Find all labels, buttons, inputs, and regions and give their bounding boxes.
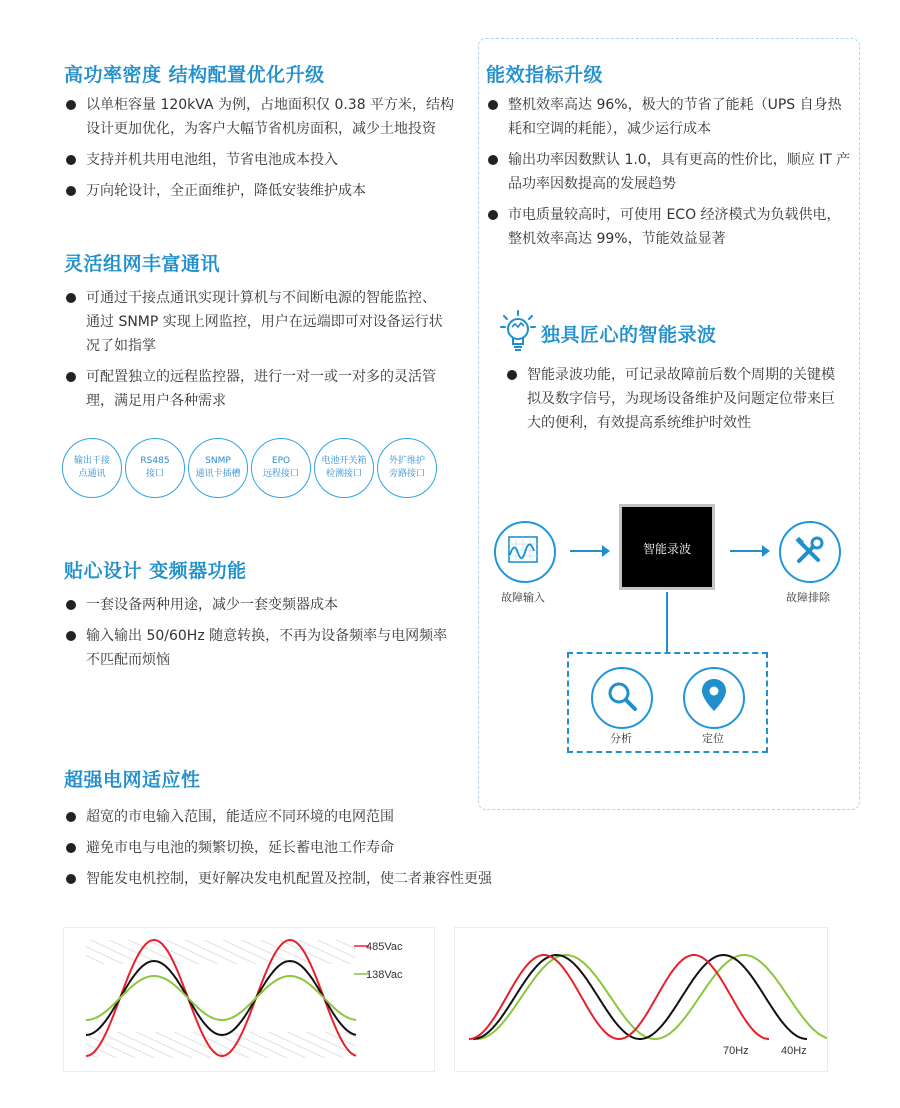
upper-voltage-label: 485Vac xyxy=(366,941,403,953)
arrow-right-icon xyxy=(568,544,612,558)
wave-list xyxy=(505,363,835,442)
recorder-label: 智能录波 xyxy=(642,542,691,556)
frequency-wave-svg xyxy=(455,928,827,1071)
section1-title: 高功率密度 结构配置优化升级 xyxy=(64,64,325,86)
location-pin-icon xyxy=(701,678,727,712)
section4-title: 超强电网适应性 xyxy=(64,769,201,791)
section4-list xyxy=(64,805,584,898)
interface-dry-contact: 输出干接 点通讯 xyxy=(62,438,122,498)
connector-line xyxy=(666,592,668,652)
list-item: 以单柜容量 120kVA 为例，占地面积仅 0.38 平方米，结构设计更加优化，为客户大幅节省机房面积，减少土地投资 xyxy=(64,93,462,141)
lightbulb-icon xyxy=(500,310,536,354)
list-item: 避免市电与电池的频繁切换，延长蓄电池工作寿命 xyxy=(64,836,584,860)
voltage-range-figure xyxy=(63,927,435,1072)
hatch-band-top xyxy=(86,940,356,964)
list-item: 整机效率高达 96%，极大的节省了能耗（UPS 自身热耗和空调的耗能），减少运行成本 xyxy=(486,93,854,141)
wave-title: 独具匠心的智能录波 xyxy=(541,324,717,346)
section3-title: 贴心设计 变频器功能 xyxy=(64,560,247,582)
section1-list xyxy=(64,93,462,210)
list-item: 可配置独立的远程监控器，进行一对一或一对多的灵活管理，满足用户各种需求 xyxy=(64,365,444,413)
list-item: 一套设备两种用途，减少一套变频器成本 xyxy=(64,593,454,617)
list-item: 可通过干接点通讯实现计算机与不间断电源的智能监控、通过 SNMP 实现上网监控，用户在远端即可对设备运行状况了如指掌 xyxy=(64,286,444,358)
nominal-voltage-wave xyxy=(86,961,356,1035)
fault-input-label: 故障输入 xyxy=(501,591,545,604)
list-item: 万向轮设计，全正面维护，降低安装维护成本 xyxy=(64,179,462,203)
section3-list xyxy=(64,593,454,679)
arrow-right-icon xyxy=(728,544,772,558)
list-item: 支持并机共用电池组，节省电池成本投入 xyxy=(64,148,462,172)
interface-epo: EPO 远程接口 xyxy=(251,438,311,498)
locate-label: 定位 xyxy=(702,732,724,745)
list-item: 输入输出 50/60Hz 随意转换，不再为设备频率与电网频率不匹配而烦恼 xyxy=(64,624,454,672)
analyze-label: 分析 xyxy=(610,732,632,745)
nominal-frequency-wave xyxy=(473,955,807,1039)
freq-label-40: 40Hz xyxy=(781,1045,807,1057)
wrench-screwdriver-icon xyxy=(794,536,824,566)
list-item: 输出功率因数默认 1.0，具有更高的性价比，顺应 IT 产品功率因数提高的发展趋势 xyxy=(486,148,854,196)
frequency-range-figure xyxy=(454,927,828,1072)
interface-battery-switch: 电池开关箱 检测接口 xyxy=(314,438,374,498)
list-item: 智能发电机控制，更好解决发电机配置及控制，使二者兼容性更强 xyxy=(64,867,584,891)
interface-snmp: SNMP 通讯卡插槽 xyxy=(188,438,248,498)
magnifier-icon xyxy=(606,680,638,712)
voltage-wave-svg xyxy=(64,928,434,1071)
fault-clear-label: 故障排除 xyxy=(786,591,830,604)
low-frequency-wave xyxy=(477,955,827,1039)
panel-title: 能效指标升级 xyxy=(486,64,604,86)
interface-rs485: RS485 接口 xyxy=(125,438,185,498)
list-item: 智能录波功能，可记录故障前后数个周期的关键模拟及数字信号，为现场设备维护及问题定位带来巨大的便利，有效提高系统维护时效性 xyxy=(505,363,835,435)
lower-voltage-label: 138Vac xyxy=(366,969,403,981)
recorder-box xyxy=(619,504,715,590)
list-item: 超宽的市电输入范围，能适应不同环境的电网范围 xyxy=(64,805,584,829)
interface-bypass: 外扩维护 旁路接口 xyxy=(377,438,437,498)
panel-list xyxy=(486,93,854,258)
section2-list xyxy=(64,286,444,420)
list-item: 市电质量较高时，可使用 ECO 经济模式为负载供电，整机效率高达 99%，节能效益显著 xyxy=(486,203,854,251)
waveform-chart-icon xyxy=(508,535,538,565)
freq-label-70: 70Hz xyxy=(723,1045,749,1057)
section2-title: 灵活组网丰富通讯 xyxy=(64,253,221,275)
